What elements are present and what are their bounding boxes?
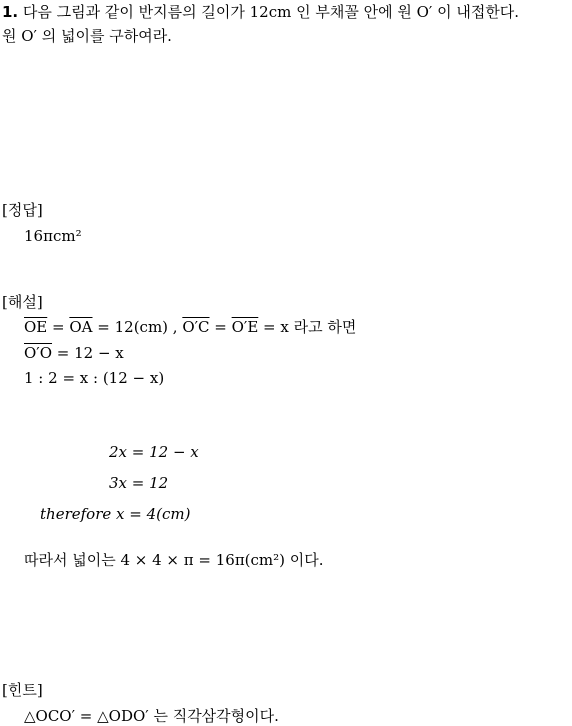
value-text: = 12(cm) ,	[92, 318, 183, 336]
equation-result: therefore x = 4(cm)	[40, 505, 191, 523]
equals-text: =	[209, 318, 232, 336]
problem-line-1	[2, 2, 519, 22]
definition-text: = x 라고 하면	[258, 318, 357, 336]
segment-o-prime-c: O′C	[182, 318, 210, 336]
answer-header: [정답]	[2, 201, 43, 219]
problem-number: 1.	[2, 3, 19, 21]
solution-header: [해설]	[2, 293, 43, 311]
segment-o-prime-e: O′E	[231, 318, 259, 336]
equation-3x: 3x = 12	[109, 474, 169, 492]
problem-text-1: 다음 그림과 같이 반지름의 길이가 12cm 인 부채꼴 안에 원 O′ 이 내접한다.	[22, 3, 520, 21]
equals-text: =	[47, 318, 70, 336]
hint-text: △OCO′ = △ODO′ 는 직각삼각형이다.	[24, 707, 279, 725]
segment-oa: $\overline{OA}$	[69, 318, 93, 336]
answer-value: 16πcm²	[24, 227, 82, 245]
solution-line-2	[24, 343, 124, 363]
segment-o-prime-o: O′O	[24, 344, 53, 362]
equation-2x: 2x = 12 − x	[109, 443, 199, 461]
problem-text-2: 원 O′ 의 넓이를 구하여라.	[2, 27, 172, 45]
segment-oe: $\overline{OE}$	[24, 318, 48, 336]
proportion-equation: 1 : 2 = x : (12 − x)	[24, 369, 165, 387]
solution-line-1	[24, 317, 356, 337]
expression-text: = 12 − x	[52, 344, 124, 362]
conclusion-text: 따라서 넓이는 4 × 4 × π = 16π(cm²) 이다.	[24, 551, 324, 569]
hint-header: [힌트]	[2, 681, 43, 699]
